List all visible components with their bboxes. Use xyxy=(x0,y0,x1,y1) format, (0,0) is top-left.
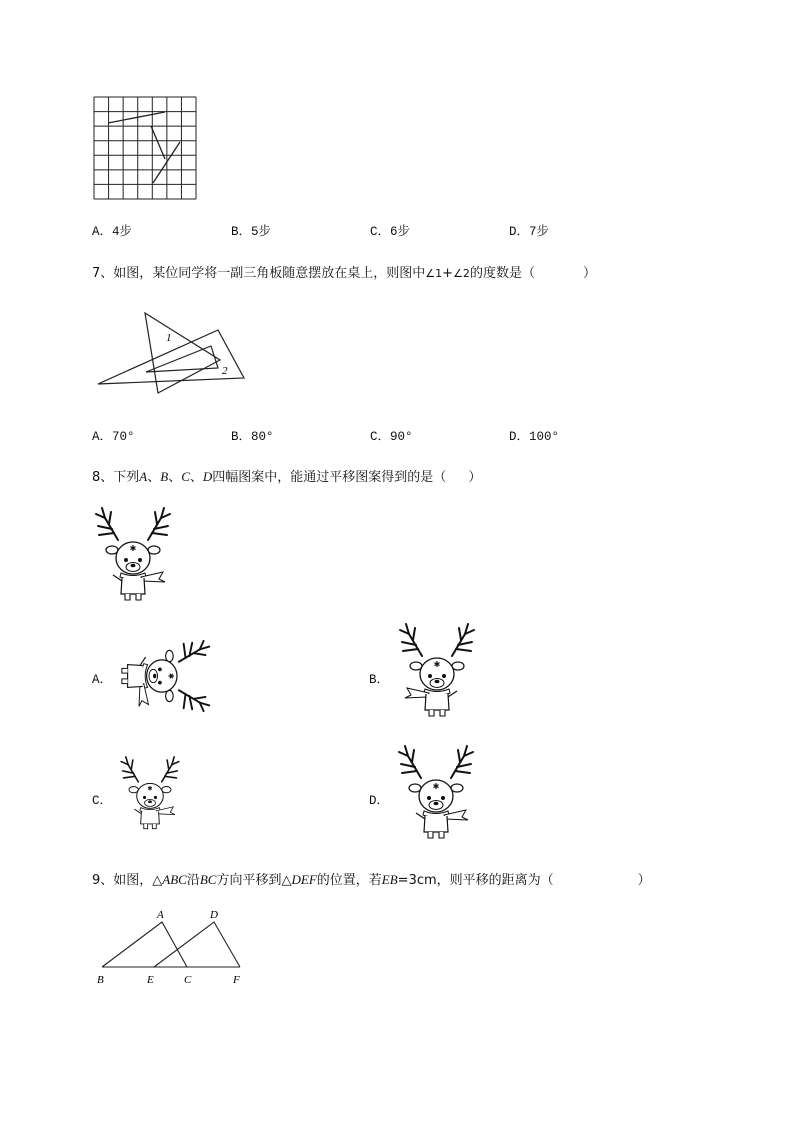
q8-option-d-label: D． xyxy=(369,794,390,808)
q8-option-b-deer-flipped xyxy=(393,628,483,723)
q8-option-c-deer-small xyxy=(116,757,186,837)
q7-option-b: B．80° xyxy=(231,430,274,444)
q9-label-a: A xyxy=(157,909,164,921)
q6-option-a: A．4步 xyxy=(92,225,133,239)
q8-original-deer xyxy=(95,510,175,610)
q8-stem: 8、下列A、B、C、D四幅图案中，能通过平移图案得到的是（ ） xyxy=(92,469,482,485)
q7-triangles-figure xyxy=(96,310,246,400)
q9-stem: 9、如图，△ABC沿BC方向平移到△DEF的位置，若EB=3cm，则平移的距离为（ ） xyxy=(92,872,651,888)
q7-option-d: D．100° xyxy=(509,430,560,444)
q7-option-c: C．90° xyxy=(370,430,413,444)
q6-option-c: C．6步 xyxy=(370,225,411,239)
q6-segment-top xyxy=(108,112,165,123)
q6-option-b: B．5步 xyxy=(231,225,272,239)
q7-label-2: 2 xyxy=(222,365,228,377)
q6-segment-mid xyxy=(151,126,165,159)
q8-option-a-label: A． xyxy=(92,673,113,687)
q8-option-b-label: B． xyxy=(369,673,390,687)
q9-translation-figure xyxy=(94,908,254,988)
q9-label-d: D xyxy=(210,909,218,921)
q9-label-b: B xyxy=(97,974,104,986)
q9-label-c: C xyxy=(184,974,192,986)
q8-option-d-deer-translated xyxy=(392,748,482,843)
q9-triangle-abc xyxy=(102,922,187,967)
q8-option-a-deer-rotated xyxy=(114,630,204,720)
q7-stem: 7、如图，某位同学将一副三角板随意摆放在桌上，则图中∠1+∠2的度数是（ ） xyxy=(92,266,596,281)
q6-grid-figure xyxy=(93,96,197,200)
q9-label-f: F xyxy=(233,974,240,986)
q7-label-1: 1 xyxy=(166,332,172,344)
q7-option-a: A．70° xyxy=(92,430,135,444)
q7-inner-triangle xyxy=(146,346,218,372)
q9-triangle-def xyxy=(154,922,240,967)
q9-label-e: E xyxy=(147,974,154,986)
q8-option-c-label: C． xyxy=(92,794,113,808)
q6-option-d: D．7步 xyxy=(509,225,550,239)
